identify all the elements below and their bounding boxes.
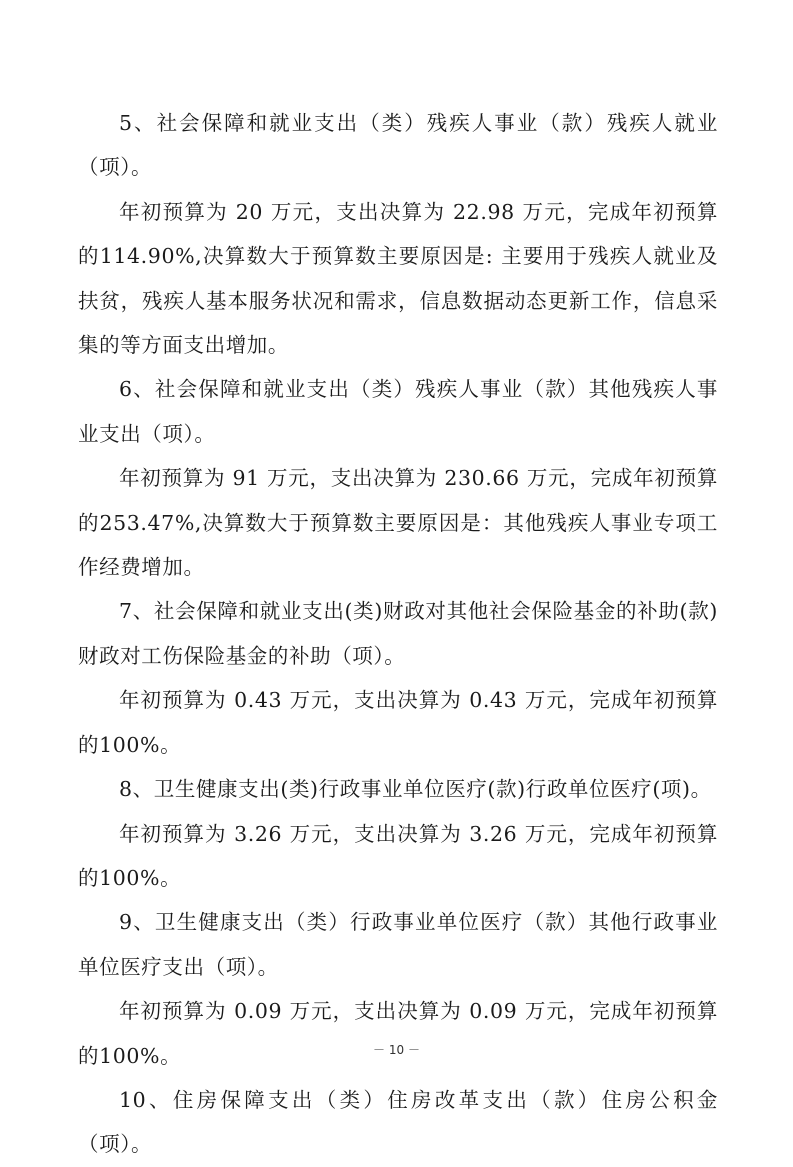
paragraph-item-7-detail: 年初预算为 0.43 万元，支出决算为 0.43 万元，完成年初预算的100%。: [78, 688, 718, 757]
paragraph-item-5-detail: 年初预算为 20 万元，支出决算为 22.98 万元，完成年初预算的114.90%,决算数大于预算数主要原因是: 主要用于残疾人就业及扶贫，残疾人基本服务状况和需求，信息数据动态更新工作，信息采集的等方面支出增加。: [78, 199, 718, 358]
paragraph-item-6-detail: 年初预算为 91 万元，支出决算为 230.66 万元，完成年初预算的253.47%,决算数大于预算数主要原因是：其他残疾人事业专项工作经费增加。: [78, 466, 718, 580]
paragraph-item-5-heading: 5、社会保障和就业支出（类）残疾人事业（款）残疾人就业（项）。: [78, 111, 718, 180]
paragraph-item-9-heading: 9、卫生健康支出（类）行政事业单位医疗（款）其他行政事业单位医疗支出（项）。: [78, 910, 718, 979]
paragraph-item-6-heading: 6、社会保障和就业支出（类）残疾人事业（款）其他残疾人事业支出（项）。: [78, 377, 718, 446]
paragraph-item-8-heading: 8、卫生健康支出(类)行政事业单位医疗(款)行政单位医疗(项)。: [119, 777, 712, 802]
paragraph-item-10-heading: 10、住房保障支出（类）住房改革支出（款）住房公积金（项）。: [78, 1087, 718, 1157]
paragraph-item-9-detail: 年初预算为 0.09 万元，支出决算为 0.09 万元，完成年初预算的100%。: [78, 999, 718, 1068]
paragraph-item-7-heading: 7、社会保障和就业支出(类)财政对其他社会保险基金的补助(款)财政对工伤保险基金的补助（项）。: [78, 599, 718, 668]
page-number: － 10 －: [373, 1043, 420, 1057]
document-body: [78, 101, 718, 1167]
paragraph-item-8-detail: 年初预算为 3.26 万元，支出决算为 3.26 万元，完成年初预算的100%。: [78, 821, 718, 890]
